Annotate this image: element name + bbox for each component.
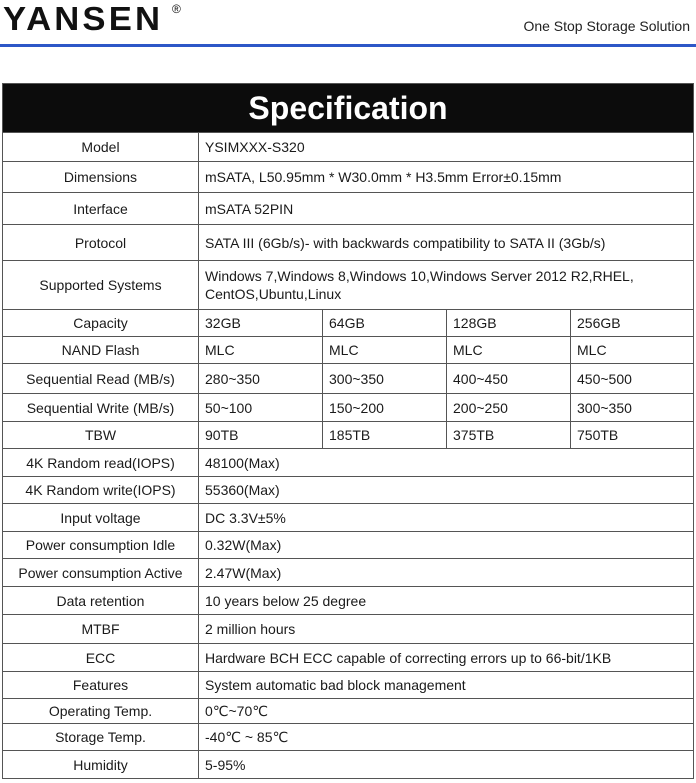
- table-row: [3, 337, 694, 364]
- spec-value: mSATA, L50.95mm * W30.0mm * H3.5mm Error±0.15mm: [199, 162, 694, 193]
- spec-label: Power consumption Idle: [3, 532, 199, 559]
- spec-value: 10 years below 25 degree: [199, 587, 694, 615]
- spec-value: 450~500: [571, 364, 694, 394]
- spec-value: 300~350: [323, 364, 447, 394]
- table-row: [3, 672, 694, 699]
- spec-value: 280~350: [199, 364, 323, 394]
- table-row: [3, 699, 694, 724]
- table-row: [3, 225, 694, 261]
- table-title: Specification: [3, 84, 694, 133]
- spec-label: Features: [3, 672, 199, 699]
- spec-value: DC 3.3V±5%: [199, 504, 694, 532]
- table-title-row: [3, 84, 694, 133]
- spec-value: 55360(Max): [199, 477, 694, 504]
- spec-value: YSIMXXX-S320: [199, 133, 694, 162]
- spec-label: Input voltage: [3, 504, 199, 532]
- spec-value: System automatic bad block management: [199, 672, 694, 699]
- spec-value: MLC: [447, 337, 571, 364]
- spec-value: 256GB: [571, 310, 694, 337]
- spec-value: 48100(Max): [199, 449, 694, 477]
- spec-value: 2.47W(Max): [199, 559, 694, 587]
- spec-value: MLC: [323, 337, 447, 364]
- spec-label: Sequential Read (MB/s): [3, 364, 199, 394]
- spec-label: ECC: [3, 644, 199, 672]
- spec-value: 150~200: [323, 394, 447, 422]
- spec-value: 5-95%: [199, 751, 694, 779]
- spec-label: NAND Flash: [3, 337, 199, 364]
- spec-label: MTBF: [3, 615, 199, 644]
- table-row: [3, 193, 694, 225]
- header-divider: [0, 44, 696, 47]
- spec-value: Hardware BCH ECC capable of correcting errors up to 66-bit/1KB: [199, 644, 694, 672]
- spec-value: 0℃~70℃: [199, 699, 694, 724]
- table-row: [3, 559, 694, 587]
- spec-value: 300~350: [571, 394, 694, 422]
- spec-label: Sequential Write (MB/s): [3, 394, 199, 422]
- spec-label: TBW: [3, 422, 199, 449]
- spec-label: Storage Temp.: [3, 724, 199, 751]
- table-row: [3, 644, 694, 672]
- spec-label: Data retention: [3, 587, 199, 615]
- spec-label: Power consumption Active: [3, 559, 199, 587]
- spec-value: SATA III (6Gb/s)- with backwards compatibility to SATA II (3Gb/s): [199, 225, 694, 261]
- page-header: [0, 0, 696, 50]
- spec-label: 4K Random write(IOPS): [3, 477, 199, 504]
- spec-label: Model: [3, 133, 199, 162]
- spec-value: 64GB: [323, 310, 447, 337]
- spec-value: Windows 7,Windows 8,Windows 10,Windows Server 2012 R2,RHEL, CentOS,Ubuntu,Linux: [199, 261, 694, 310]
- table-row: [3, 162, 694, 193]
- table-row: [3, 364, 694, 394]
- spec-value: 90TB: [199, 422, 323, 449]
- brand-tagline: One Stop Storage Solution: [523, 18, 690, 34]
- spec-label: Humidity: [3, 751, 199, 779]
- table-row: [3, 133, 694, 162]
- spec-label: Operating Temp.: [3, 699, 199, 724]
- table-row: [3, 310, 694, 337]
- spec-value: 185TB: [323, 422, 447, 449]
- table-row: [3, 261, 694, 310]
- spec-value: 375TB: [447, 422, 571, 449]
- specification-table: [2, 83, 694, 779]
- spec-value: 32GB: [199, 310, 323, 337]
- spec-value: MLC: [571, 337, 694, 364]
- spec-value: 200~250: [447, 394, 571, 422]
- spec-label: Interface: [3, 193, 199, 225]
- table-row: [3, 504, 694, 532]
- spec-value: mSATA 52PIN: [199, 193, 694, 225]
- spec-value: 50~100: [199, 394, 323, 422]
- table-row: [3, 422, 694, 449]
- spec-value: 0.32W(Max): [199, 532, 694, 559]
- table-row: [3, 751, 694, 779]
- spec-value: 750TB: [571, 422, 694, 449]
- spec-label: Dimensions: [3, 162, 199, 193]
- table-row: [3, 615, 694, 644]
- spec-value: MLC: [199, 337, 323, 364]
- spec-label: Supported Systems: [3, 261, 199, 310]
- spec-value: 400~450: [447, 364, 571, 394]
- spec-label: Capacity: [3, 310, 199, 337]
- table-row: [3, 532, 694, 559]
- table-row: [3, 724, 694, 751]
- table-row: [3, 449, 694, 477]
- table-row: [3, 394, 694, 422]
- spec-label: Protocol: [3, 225, 199, 261]
- registered-mark: ®: [172, 2, 181, 16]
- spec-value: 2 million hours: [199, 615, 694, 644]
- table-row: [3, 587, 694, 615]
- brand-logo: YANSEN: [3, 0, 164, 37]
- spec-label: 4K Random read(IOPS): [3, 449, 199, 477]
- spec-value: 128GB: [447, 310, 571, 337]
- spec-value: -40℃ ~ 85℃: [199, 724, 694, 751]
- table-row: [3, 477, 694, 504]
